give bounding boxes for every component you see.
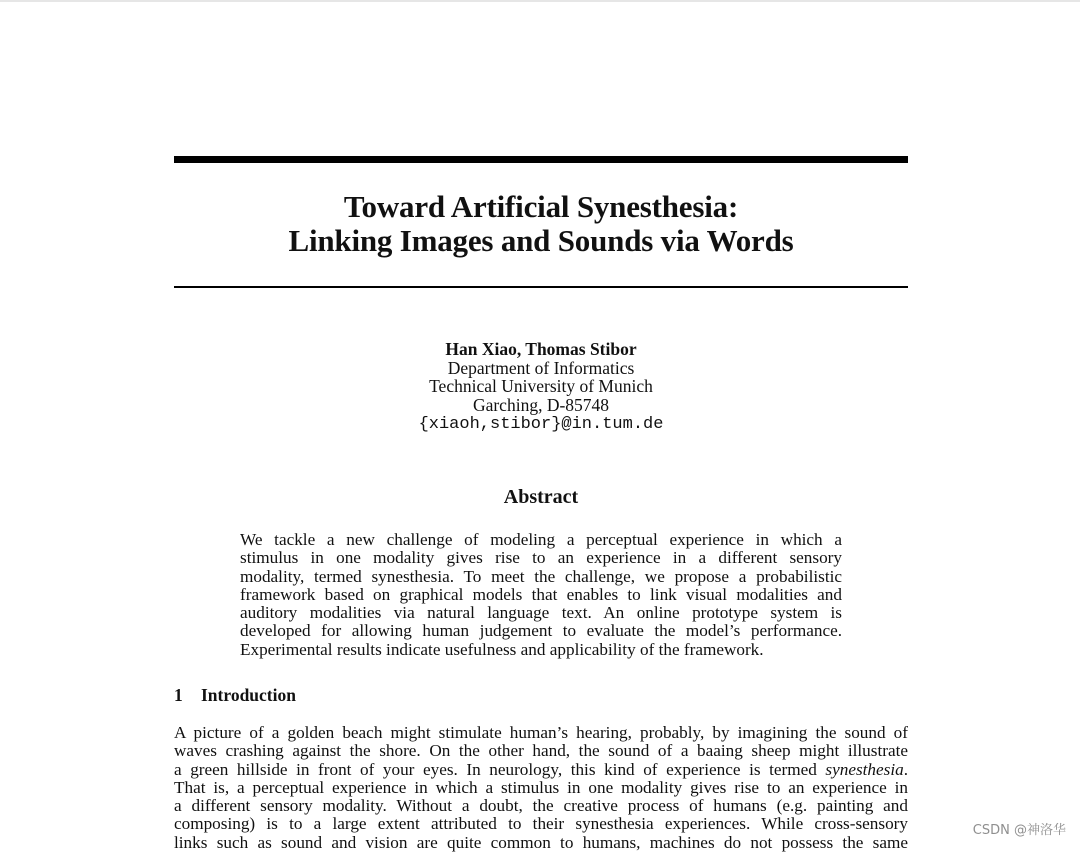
author-address: Garching, D-85748: [472, 394, 610, 415]
abstract-line: framework based on graphical models that enables to link visual modalities and: [240, 584, 842, 604]
intro-emphasis-tail: .: [903, 759, 908, 779]
author-university: Technical University of Munich: [429, 376, 653, 396]
abstract-line: auditory modalities via natural language text. An online prototype system is: [240, 603, 842, 623]
abstract-line: We tackle a new challenge of modeling a perceptual experience in which a: [240, 530, 842, 549]
introduction-body: [174, 724, 908, 852]
page-top-edge: [0, 0, 1080, 2]
intro-line: a different sensory modality. Without a doubt, the creative process of humans (e.g. painting and: [174, 796, 908, 816]
paper-title: [174, 190, 908, 258]
intro-line: A picture of a golden beach might stimulate human’s hearing, probably, by imagining the sound of: [174, 723, 908, 742]
intro-line: That is, a perceptual experience in which a stimulus in one modality gives rise to an experience in: [174, 777, 908, 797]
abstract-line: developed for allowing human judgement to evaluate the model’s performance.: [240, 621, 842, 641]
intro-line-text: a green hillside in front of your eyes. In neurology, this kind of experience is termed: [174, 759, 826, 779]
author-email: {xiaoh,stibor}@in.tum.de: [418, 415, 664, 434]
abstract-line: modality, termed synesthesia. To meet the challenge, we propose a probabilistic: [240, 566, 842, 586]
title-top-rule: [174, 156, 908, 163]
section-title: Introduction: [201, 685, 296, 705]
intro-emphasis: synesthesia: [825, 759, 904, 779]
intro-line: composing) is to a large extent attributed to their synesthesia experiences. While cross-sensory: [174, 814, 908, 834]
title-line-1: Toward Artificial Synesthesia:: [343, 189, 739, 224]
intro-line-with-emphasis: [174, 761, 908, 779]
title-line-2: Linking Images and Sounds via Words: [288, 223, 794, 258]
abstract-line: Experimental results indicate usefulness and applicability of the framework.: [240, 639, 764, 659]
watermark: CSDN @神洛华: [972, 823, 1066, 838]
intro-line: waves crashing against the shore. On the other hand, the sound of a baaing sheep might illustrate: [174, 741, 908, 761]
title-bottom-rule: [174, 286, 908, 288]
intro-line: links such as sound and vision are quite common to humans, machines do not possess the same: [174, 832, 908, 852]
author-names: Han Xiao, Thomas Stibor: [445, 339, 637, 359]
section-heading-introduction: [174, 684, 908, 706]
author-block: [174, 340, 908, 435]
abstract-line: stimulus in one modality gives rise to an experience in a different sensory: [240, 548, 842, 568]
abstract-body: [240, 531, 842, 659]
abstract-heading: Abstract: [503, 486, 579, 508]
author-department: Department of Informatics: [447, 357, 635, 378]
section-number: 1: [174, 685, 183, 705]
